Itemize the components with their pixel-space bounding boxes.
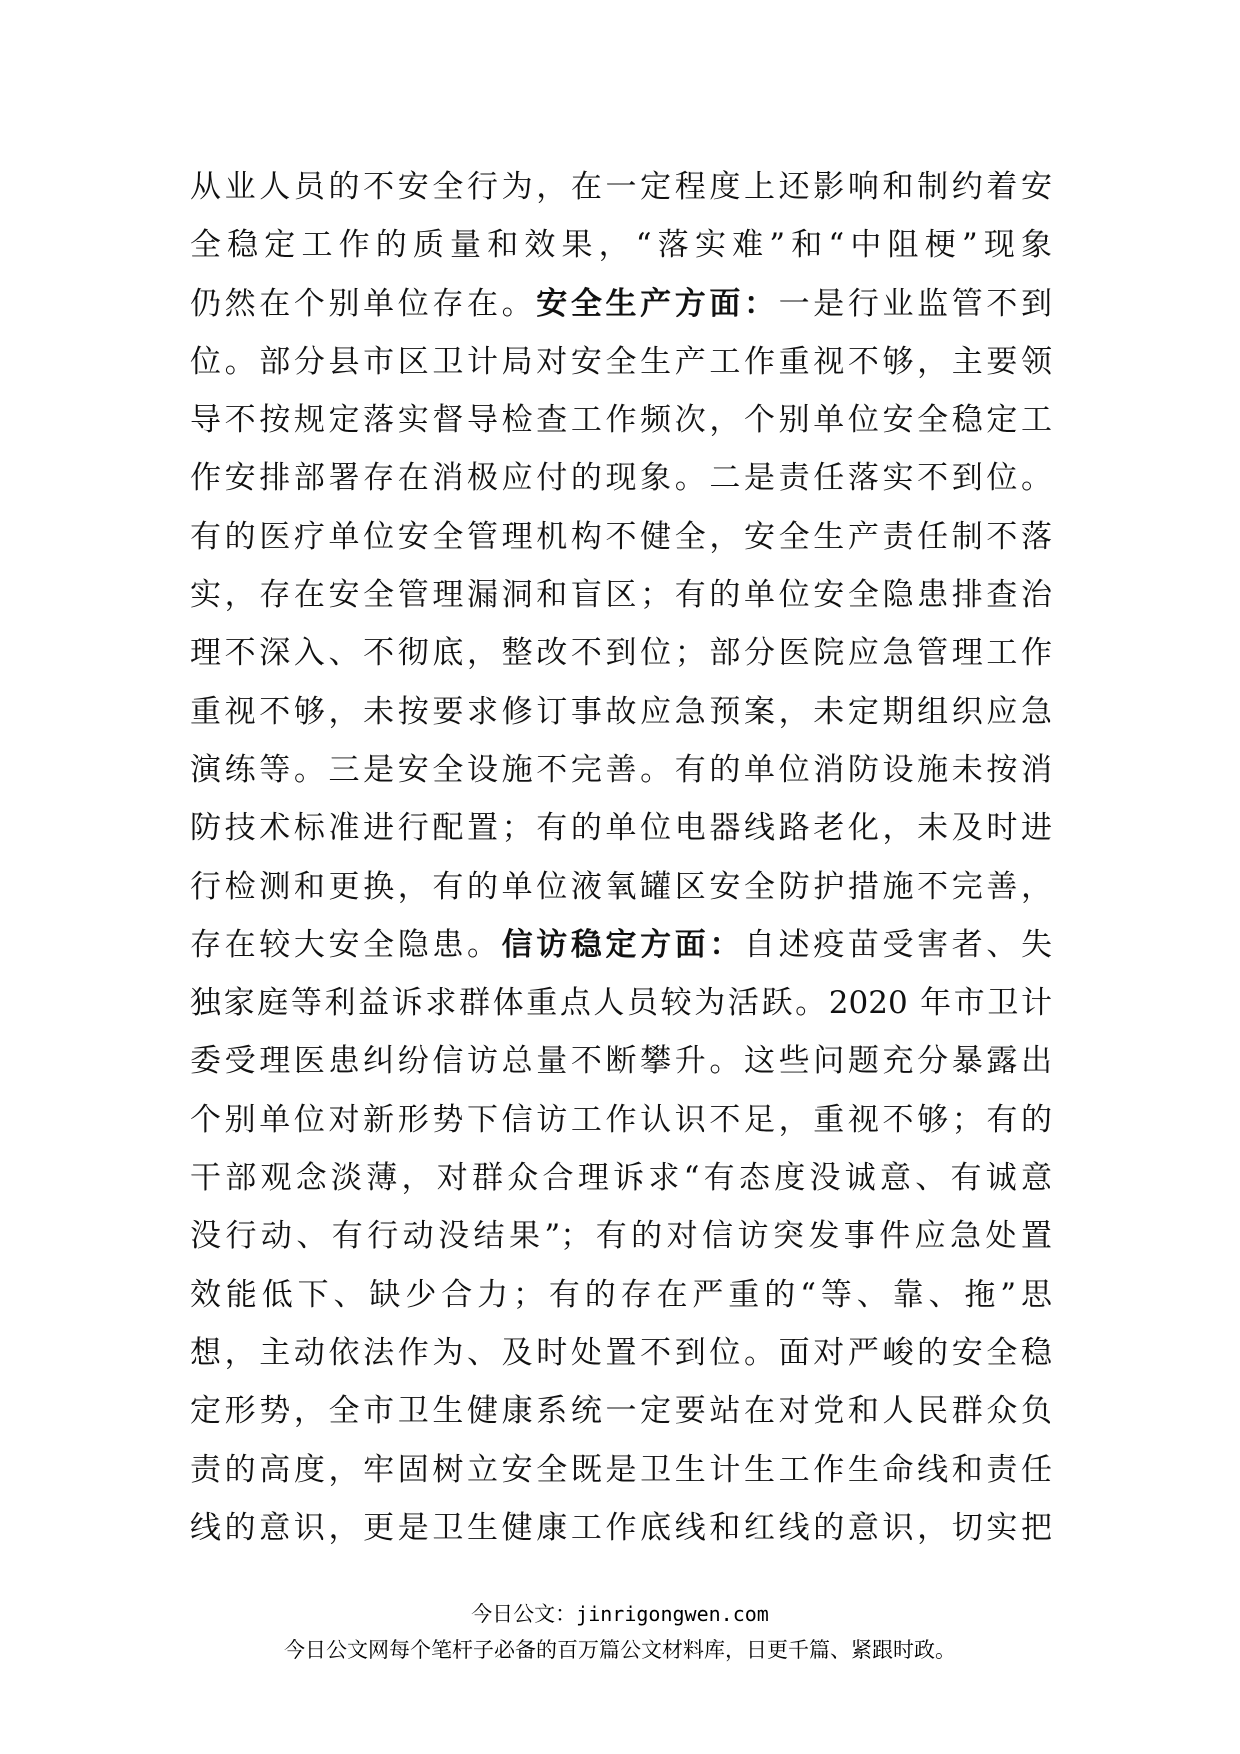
text-line: [190, 1324, 1052, 1382]
text-run: 从业人员的不安全行为，在一定程度上还影响和制约着安: [190, 169, 1052, 205]
text-line: [190, 1149, 1052, 1207]
text-line: [190, 683, 1052, 741]
text-run: 存在较大安全隐患。: [190, 926, 502, 963]
text-run: 有的医疗单位安全管理机构不健全，安全生产责任制不落: [190, 518, 1052, 555]
text-line: [190, 1499, 1052, 1557]
footer-site-url[interactable]: jinrigongwen.com: [576, 1602, 769, 1626]
text-line: [190, 916, 1052, 974]
text-run: 线的意识，更是卫生健康工作底线和红线的意识，切实把: [190, 1509, 1052, 1546]
text-run: 效能低下、缺少合力；有的存在严重的“等、靠、拖”思: [190, 1276, 1052, 1313]
text-run: 行检测和更换，有的单位液氧罐区安全防护措施不完善，: [190, 868, 1052, 905]
text-run: 演练等。三是安全设施不完善。有的单位消防设施未按消: [190, 751, 1052, 788]
text-run: 委受理医患纠纷信访总量不断攀升。这些问题充分暴露出: [190, 1043, 1052, 1080]
text-run: 导不按规定落实督导检查工作频次，个别单位安全稳定工: [190, 402, 1052, 439]
text-line: [190, 1382, 1052, 1440]
text-run: 全稳定工作的质量和效果，“落实难”和“中阻梗”现象: [190, 227, 1052, 264]
text-run: 自述疫苗受害者、失: [744, 926, 1052, 963]
text-run: 想，主动依法作为、及时处置不到位。面对严峻的安全稳: [190, 1334, 1052, 1371]
text-line: [190, 799, 1052, 857]
text-run: 独家庭等利益诉求群体重点人员较为活跃。2020 年市卫计: [190, 985, 1052, 1022]
text-line: [190, 624, 1052, 682]
text-line: [190, 333, 1052, 391]
text-line: [190, 741, 1052, 799]
footer-site-label: 今日公文：: [471, 1602, 577, 1626]
section-heading: 信访稳定方面：: [501, 926, 744, 963]
text-run: 防技术标准进行配置；有的单位电器线路老化，未及时进: [190, 810, 1052, 847]
text-line: [190, 1441, 1052, 1499]
text-line: [190, 974, 1052, 1032]
text-line: [190, 1266, 1052, 1324]
text-run: 重视不够，未按要求修订事故应急预案，未定期组织应急: [190, 693, 1052, 730]
text-line: [190, 216, 1052, 274]
document-body: [190, 158, 1052, 1557]
text-run: 干部观念淡薄，对群众合理诉求“有态度没诚意、有诚意: [190, 1160, 1052, 1197]
text-run: 个别单位对新形势下信访工作认识不足，重视不够；有的: [190, 1101, 1052, 1138]
footer-site: [0, 1598, 1240, 1628]
text-line: [190, 566, 1052, 624]
text-run: 仍然在个别单位存在。: [190, 285, 537, 322]
text-run: 一是行业监管不到: [778, 285, 1052, 322]
text-line: [190, 391, 1052, 449]
text-run: 位。部分县市区卫计局对安全生产工作重视不够，主要领: [190, 343, 1052, 380]
text-line: [190, 1207, 1052, 1265]
footer-slogan: 今日公文网每个笔杆子必备的百万篇公文材料库，日更千篇、紧跟时政。: [284, 1638, 956, 1662]
text-line: [190, 1032, 1052, 1090]
text-run: 责的高度，牢固树立安全既是卫生计生工作生命线和责任: [190, 1451, 1052, 1488]
text-line: [190, 275, 1052, 333]
text-run: 没行动、有行动没结果”；有的对信访突发事件应急处置: [190, 1218, 1052, 1255]
section-heading: 安全生产方面：: [536, 285, 779, 322]
text-run: 作安排部署存在消极应付的现象。二是责任落实不到位。: [190, 460, 1052, 497]
text-line: [190, 1091, 1052, 1149]
text-line: [190, 508, 1052, 566]
text-run: 理不深入、不彻底，整改不到位；部分医院应急管理工作: [190, 635, 1052, 672]
text-run: 定形势，全市卫生健康系统一定要站在对党和人民群众负: [190, 1393, 1052, 1430]
text-line: [190, 449, 1052, 507]
text-line: [190, 158, 1052, 216]
text-run: 实，存在安全管理漏洞和盲区；有的单位安全隐患排查治: [190, 577, 1052, 614]
text-line: [190, 858, 1052, 916]
